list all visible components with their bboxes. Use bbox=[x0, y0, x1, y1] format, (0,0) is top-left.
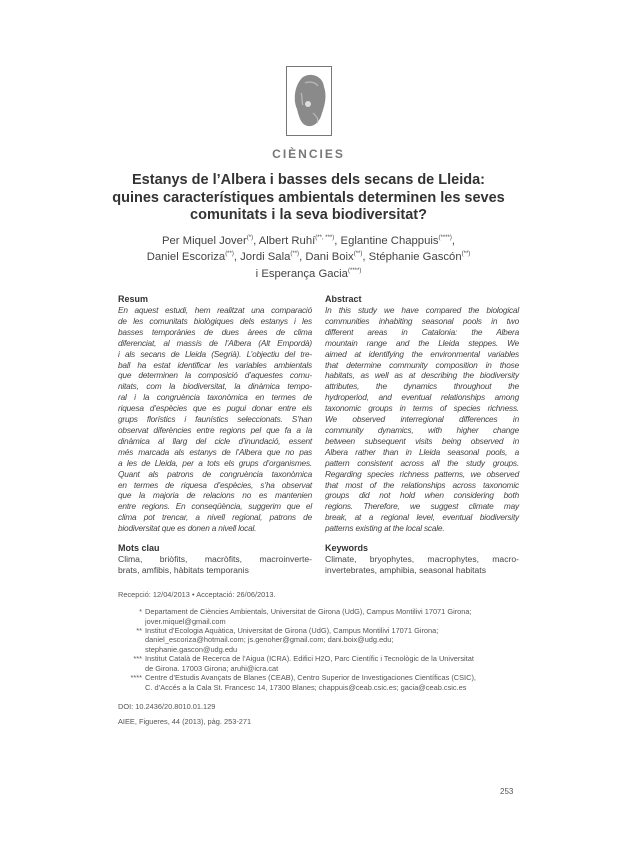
footnote bbox=[118, 673, 518, 692]
text-line: observat diferències entre regions pel que fa a la bbox=[118, 424, 312, 435]
abstract-column bbox=[325, 294, 519, 576]
citation: AIEE, Figueres, 44 (2013), pàg. 253-271 bbox=[118, 717, 252, 727]
abstract-columns bbox=[118, 294, 519, 576]
text-line: taxonomic groups in terms of species richness. bbox=[325, 403, 519, 414]
text-line: Quant als patrons de congruència taxonòmica bbox=[118, 468, 312, 479]
article-metadata bbox=[118, 590, 518, 727]
text-line: community dynamics, with higher change bbox=[325, 424, 519, 435]
text-line: més marcada als estanys de l’Albera que no pas bbox=[118, 446, 312, 457]
article-title bbox=[64, 172, 554, 225]
author-affiliation-mark: (**) bbox=[461, 251, 471, 257]
page-number: 253 bbox=[500, 786, 514, 796]
footnote-mark: ** bbox=[136, 626, 142, 636]
text-line: groups did not hold when considering both bbox=[325, 490, 519, 501]
text-line: grups florístics i faunístics seleccionats. S’han bbox=[118, 414, 312, 425]
text-line: riquesa d’espècies que es pugui donar entre els bbox=[118, 403, 312, 414]
text-line: que la majoria de relacions no es mantenien bbox=[118, 490, 312, 501]
title-line: Estanys de l’Albera i basses dels secans de Lleida: bbox=[132, 172, 485, 188]
text-line: mountain range and the Lleida steppes. We bbox=[325, 337, 519, 348]
doi: DOI: 10.2436/20.8010.01.129 bbox=[118, 701, 216, 711]
footnote bbox=[118, 607, 518, 626]
footnote-line: jover.miquel@gmail.com bbox=[145, 616, 226, 626]
text-line: that determine community composition in those bbox=[325, 359, 519, 370]
footnote-line: C. d’Accés a la Cala St. Francesc 14, 17300 Blanes; chappuis@ceab.csic.es; gacia@ceab.csic.es bbox=[145, 682, 467, 692]
text-line: Albera rather than in Lleida seasonal pools, a bbox=[325, 446, 519, 457]
text-line: que determinen la composició d’aquestes comu- bbox=[118, 370, 312, 381]
author-name: Dani Boix bbox=[305, 251, 354, 263]
footnote-line: Departament de Ciències Ambientals, Universitat de Girona (UdG), Campus Montilivi 17071 Girona; bbox=[145, 607, 472, 617]
author-conjunction: i bbox=[255, 267, 259, 280]
received-accepted-dates: Recepció: 12/04/2013 • Acceptació: 26/06/2013. bbox=[118, 589, 276, 599]
text-line: invertebrates, amphibia, seasonal habitats bbox=[325, 564, 486, 575]
text-line: aimed at identifying the environmental variables bbox=[325, 348, 519, 359]
author-name: Daniel Escoriza bbox=[146, 251, 226, 263]
text-line: ball ha estat identificar les variables ambientals bbox=[118, 359, 312, 370]
abstract-body bbox=[325, 305, 519, 534]
keywords-body bbox=[325, 554, 519, 576]
footnote-line: stephanie.gascon@udg.edu bbox=[145, 644, 238, 654]
affiliation-footnotes bbox=[118, 607, 518, 692]
text-line: biodiversitat que es donen a nivell local. bbox=[118, 523, 257, 534]
text-line: break, at a regional level, eventual biodiversity bbox=[325, 512, 519, 523]
section-label: CIÈNCIES bbox=[272, 147, 345, 161]
abstract-heading: Abstract bbox=[325, 294, 362, 304]
title-line: quines característiques ambientals determinen les seves bbox=[112, 189, 505, 206]
text-line: brats, amfibis, hàbitats temporanis bbox=[118, 564, 249, 575]
text-line: regions. Therefore, we suggest climate may bbox=[325, 501, 519, 512]
text-line: attributes, the dynamics throughout the bbox=[325, 381, 519, 392]
resum-body bbox=[118, 305, 312, 534]
author-affiliation-mark: (**) bbox=[225, 251, 234, 257]
text-line: communities inhabiting seasonal pools in two bbox=[325, 315, 519, 326]
footnote bbox=[118, 654, 518, 673]
text-line: between subsequent visits being observed in bbox=[325, 435, 519, 446]
text-line: En aquest estudi, hem realitzat una comparació bbox=[118, 305, 312, 315]
footnote-mark: * bbox=[139, 607, 142, 617]
author-affiliation-mark: (**) bbox=[290, 251, 300, 257]
resum-heading: Resum bbox=[118, 294, 149, 304]
text-line: pattern consistent across all the study groups. bbox=[325, 457, 519, 468]
footnote-line: Centre d’Estudis Avançats de Blanes (CEAB), Centro Superior de Investigaciones Científicas (CSIC), bbox=[145, 673, 476, 683]
text-line: diferenciat, al massís de l’Albera (Alt Empordà) bbox=[118, 337, 312, 348]
author-name: Stéphanie Gascón bbox=[368, 251, 462, 263]
text-line: de les comunitats biològiques dels estanys i les bbox=[118, 315, 312, 326]
author-affiliation-mark: (**) bbox=[353, 251, 363, 257]
journal-logo bbox=[286, 66, 332, 136]
text-line: different areas in Catalonia: the Albera bbox=[325, 326, 519, 337]
text-line: habitats, as well as at describing the biodiversity bbox=[325, 370, 519, 381]
footnote-mark: **** bbox=[130, 673, 142, 683]
text-line: ral i la congruència taxonòmica en termes de bbox=[118, 392, 312, 403]
text-line: Clima, briòfits, macròfits, macroinverte- bbox=[118, 554, 312, 565]
text-line: We observed interregional differences in bbox=[325, 414, 519, 425]
keywords-heading: Keywords bbox=[325, 543, 369, 554]
author-name: Eglantine Chappuis bbox=[340, 234, 439, 247]
text-line: entre regions. En conseqüència, suggerim que el bbox=[118, 501, 312, 512]
author-name: Albert Ruhí bbox=[258, 234, 316, 247]
author-affiliation-mark: (*) bbox=[246, 234, 254, 241]
text-line: hydroperiod, and eventual relationships among bbox=[325, 392, 519, 403]
author-affiliation-mark: (****) bbox=[347, 267, 362, 274]
title-line: comunitats i la seva biodiversitat? bbox=[190, 207, 427, 223]
footnote-line: Institut Català de Recerca de l’Aigua (ICRA). Edifici H2O, Parc Científic i Tecnològic de la Universitat bbox=[145, 654, 474, 664]
text-line: clima pot trencar, a nivell regional, patrons de bbox=[118, 512, 312, 523]
text-line: Regarding species richness patterns, we observed bbox=[325, 468, 519, 479]
resum-column bbox=[118, 294, 312, 576]
text-line: patterns existing at the local scale. bbox=[325, 523, 445, 534]
author-name: Per Miquel Jover bbox=[161, 234, 247, 247]
text-line: i als secans de Lleida (Segrià). L’objectiu del tre- bbox=[118, 348, 312, 359]
mots-clau-heading: Mots clau bbox=[118, 543, 160, 554]
footnote-line: de Girona. 17003 Girona; aruhi@icra.cat bbox=[145, 663, 279, 673]
footnote bbox=[118, 626, 518, 654]
text-line: Climate, bryophytes, macrophytes, macro- bbox=[325, 554, 519, 565]
author-affiliation-mark: (**, ***) bbox=[315, 234, 335, 241]
sculpted-head-icon bbox=[291, 73, 329, 129]
text-line: In this study we have compared the biological bbox=[325, 305, 519, 315]
text-line: a les de Lleida, per a tots els grups d’organismes. bbox=[118, 457, 312, 468]
author-affiliation-mark: (****) bbox=[438, 234, 452, 241]
mots-clau-body bbox=[118, 554, 312, 576]
footnote-line: Institut d’Ecologia Aquàtica, Universitat de Girona (UdG), Campus Montilivi 17071 Girona; bbox=[145, 626, 439, 636]
footnote-line: daniel_escoriza@hotmail.com; js.genoher@gmail.com; dani.boix@udg.edu; bbox=[145, 635, 394, 645]
author-name: Esperança Gacia bbox=[261, 267, 348, 280]
text-line: that most of the relationships across taxonomic bbox=[325, 479, 519, 490]
text-line: en termes de riquesa d’espècies, s’ha observat bbox=[118, 479, 312, 490]
text-line: nitats, com la biodiversitat, la dinàmica tempo- bbox=[118, 381, 312, 392]
text-line: basses temporànies de dues àrees de clima bbox=[118, 326, 312, 337]
text-line: dinàmica al llarg del cicle d’inundació, essent bbox=[118, 435, 312, 446]
author-name: Jordi Sala bbox=[240, 251, 291, 263]
footnote-mark: *** bbox=[133, 654, 142, 664]
author-list: Per Miquel Jover(*), Albert Ruhí(**, ***), Eglantine Chappuis(****), Daniel Escoriza(**), Jordi Sala(**), Dani Boix(**), Stéphanie Gascón(**) i Esperança Gacia(****) bbox=[146, 234, 471, 280]
